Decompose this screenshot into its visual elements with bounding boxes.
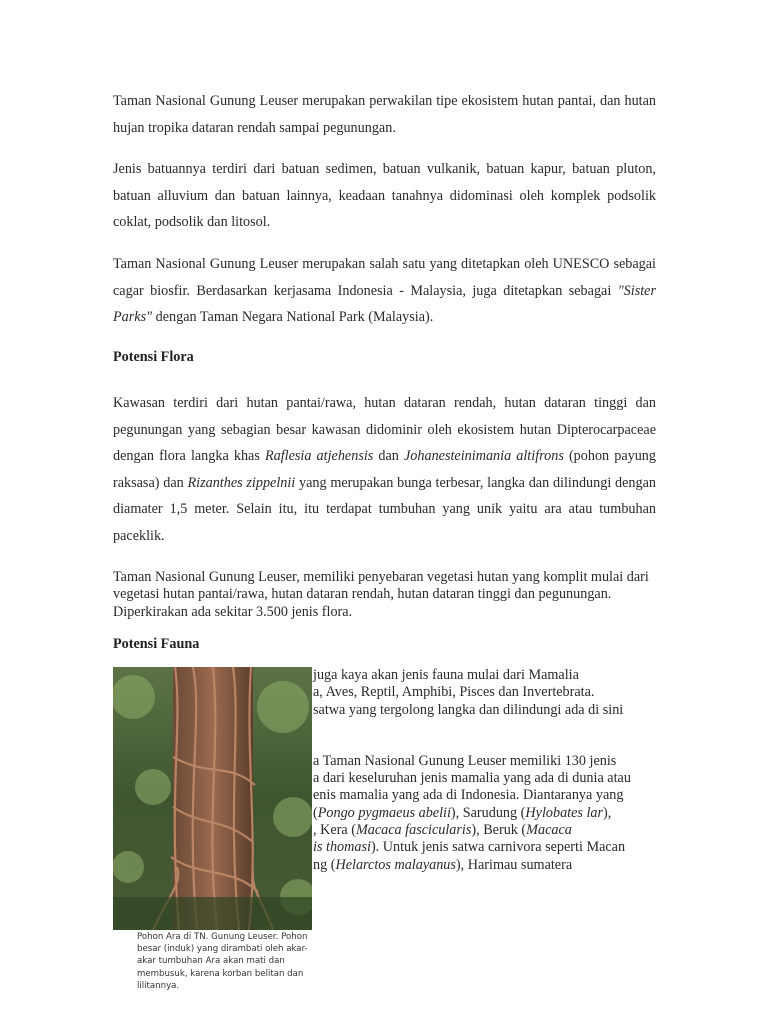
sister-parks-term: "Sister Parks" [113, 282, 656, 325]
unesco-text-a: Taman Nasional Gunung Leuser merupakan salah satu yang ditetapkan oleh UNESCO sebagai cagar biosfir. Berdasarkan kerjasama Indonesia - Malaysia, juga ditetapkan sebagai [113, 256, 656, 299]
unesco-text-b: dengan Taman Negara National Park (Malaysia). [152, 309, 434, 325]
heading-flora: Potensi Flora [113, 349, 194, 365]
flora-text-b: dan [373, 448, 404, 464]
fauna-line-7 [313, 805, 658, 822]
heading-fauna: Potensi Fauna [113, 636, 200, 652]
fauna-line-8-b: ), Beruk ( [471, 822, 527, 839]
flora-text-a: Kawasan terdiri dari hutan pantai/rawa, hutan dataran rendah, hutan dataran tinggi dan pegunungan yang sebagian besar kawasan didominir oleh ekosistem hutan Dipterocarpaceae dengan flora langka khas [113, 395, 656, 464]
fauna-line-7-b: ), Sarudung ( [450, 804, 526, 821]
fauna-line-9-a: ). Untuk jenis satwa carnivora seperti Macan [370, 839, 626, 856]
species-thomasi: is thomasi [313, 839, 371, 856]
fauna-line-3: satwa yang tergolong langka dan dilindungi ada di sini [313, 701, 624, 718]
species-pongo: Pongo pygmaeus abelii [317, 804, 451, 821]
fauna-line-4: a Taman Nasional Gunung Leuser memiliki 130 jenis [313, 752, 617, 769]
fauna-line-2: a, Aves, Reptil, Amphibi, Pisces dan Invertebrata. [313, 684, 595, 701]
paragraph-ecosystem: Taman Nasional Gunung Leuser merupakan perwakilan tipe ekosistem hutan pantai, dan hutan hujan tropika dataran rendah sampai pegunungan. [113, 93, 656, 136]
paragraph-flora-1 [113, 390, 656, 549]
paragraph-flora-2: Taman Nasional Gunung Leuser, memiliki penyebaran vegetasi hutan yang komplit mulai dari vegetasi hutan pantai/rawa, hutan dataran rendah, hutan dataran tinggi dan pegunungan. Diperkirakan ada sekitar 3.500 jenis flora. [113, 569, 649, 620]
fauna-line-6: enis mamalia yang ada di Indonesia. Diantaranya yang [313, 787, 624, 804]
species-johanesteinimania: Johanesteinimania altifrons [404, 448, 564, 464]
paragraph-unesco [113, 251, 656, 331]
fauna-text-block [313, 667, 658, 874]
species-helarctos: Helarctos malayanus [335, 856, 456, 873]
flora-text-d: yang merupakan bunga terbesar, langka dan dilindungi dengan diamater 1,5 meter. Selain itu, itu terdapat tumbuhan yang unik yaitu ara atau tumbuhan paceklik. [113, 474, 656, 544]
fauna-line-10-b: ), Harimau sumatera [455, 856, 573, 873]
photo-ara-tree [113, 667, 312, 930]
fauna-line-10-a: ng ( [313, 856, 336, 873]
fauna-line-8-a: , Kera ( [313, 822, 356, 839]
ara-tree-illustration [113, 667, 312, 930]
flora-text-c: (pohon payung raksasa) dan [113, 448, 656, 491]
species-raflesia: Raflesia atjehensis [264, 448, 374, 464]
fauna-line-1: juga kaya akan jenis fauna mulai dari Mamalia [313, 667, 579, 683]
species-rizanthes: Rizanthes zippelnii [187, 474, 296, 491]
fauna-line-10 [313, 857, 658, 874]
species-hylobates: Hylobates lar [525, 804, 604, 821]
fauna-line-5: a dari keseluruhan jenis mamalia yang ada di dunia atau [313, 770, 631, 787]
species-macaca-fascicularis: Macaca fascicularis [355, 822, 472, 839]
paragraph-rocks-soil: Jenis batuannya terdiri dari batuan sedimen, batuan vulkanik, batuan kapur, batuan pluton, batuan alluvium dan batuan lainnya, keadaan tanahnya didominasi oleh komplek podsolik coklat, podsolik dan litosol. [113, 161, 656, 230]
fauna-line-9 [313, 839, 658, 856]
fauna-line-7-a: ( [313, 804, 318, 821]
fauna-line-8 [313, 822, 658, 839]
fauna-spacer [313, 719, 658, 753]
species-macaca: Macaca [526, 822, 572, 839]
fauna-line-7-c: ), [603, 804, 612, 821]
photo-caption: Pohon Ara di TN. Gunung Leuser. Pohon besar (induk) yang dirambati oleh akar-akar tumbuhan Ara akan mati dan membusuk, karena korban belitan dan lilitannya. [137, 932, 308, 991]
